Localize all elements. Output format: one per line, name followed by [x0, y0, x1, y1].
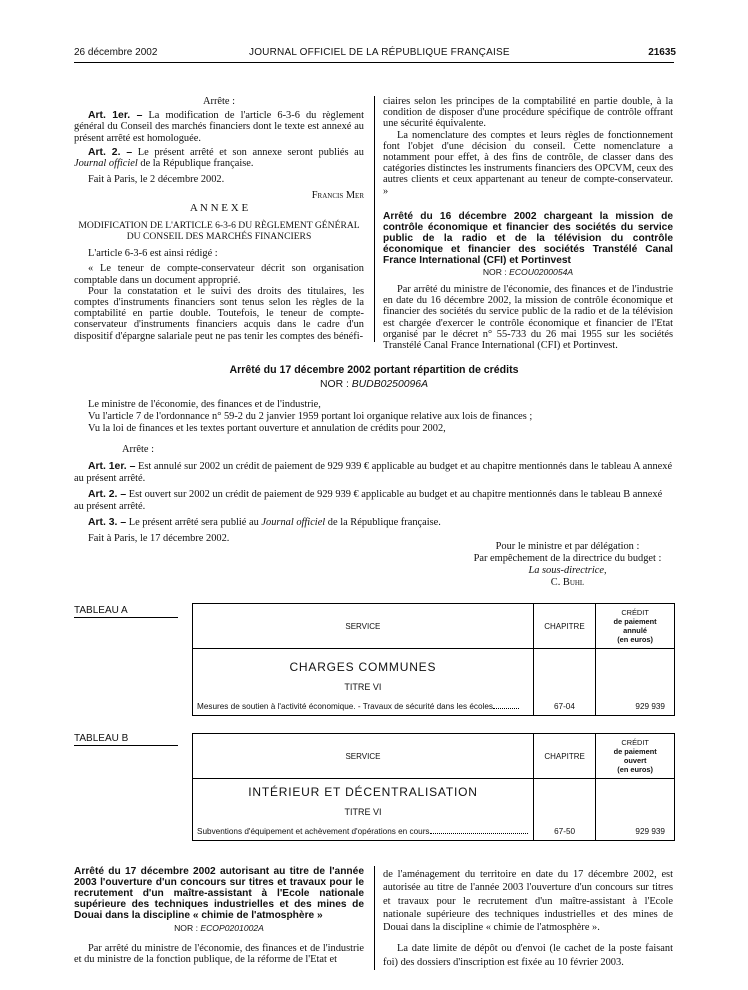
nor-reference: NOR : ECOP0201002A: [174, 923, 264, 933]
annexe-paragraph-1: « Le teneur de compte-conservateur décrit son organisation comptable dans un document approprié.: [74, 263, 364, 286]
annexe-continuation-2: La nomenclature des comptes et leurs règles de fonctionnement font l'objet d'une décision du conseil. Cette nomenclature a notamment pour effet, à des fins de contrôle, de classer dans des catégories distinctes les instruments financiers des OPCVM, ceux des autres clients et ceux appartenant au teneur de compte-conservateur. »: [383, 129, 674, 197]
header-page-number: 21635: [648, 47, 676, 58]
annexe-heading: A N N E X E: [189, 201, 249, 214]
column-separator-top: [374, 96, 375, 342]
arrete-concours-title: Arrêté du 17 décembre 2002 autorisant au titre de l'année 2003 l'ouverture d'un concours sur titres et travaux pour le recrutement d'un maître-assistant à l'Ecole nationale supérieure des techniques industrielles et des mines de Douai dans la discipline « chimie de l'atmosphère »: [74, 866, 364, 921]
fait-a-paris: Fait à Paris, le 2 décembre 2002.: [88, 174, 225, 186]
bottom-left-column: [74, 866, 364, 966]
signature-line-1: Pour le ministre et par délégation :: [495, 541, 640, 552]
column-header-chapitre: CHAPITRE: [533, 734, 595, 779]
tableau-b: [192, 733, 675, 841]
arrete-concours-body: Par arrêté du ministre de l'économie, des finances et de l'industrie et du ministre de la fonction publique, de la réforme de l'Etat et: [74, 943, 364, 966]
row-label: Mesures de soutien à l'activité économique. - Travaux de sécurité dans les écoles: [193, 700, 533, 715]
column-header-service: SERVICE: [193, 734, 534, 779]
article-2: Art. 2. – Est ouvert sur 2002 un crédit de paiement de 929 939 € applicable au budget et au chapitre mentionnés dans le tableau B annexé au présent arrêté.: [74, 489, 663, 512]
header-rule: [74, 62, 674, 63]
visa-loi-finances: Vu la loi de finances et les textes portant ouverture et annulation de crédits pour 2002,: [88, 423, 446, 434]
service-cell: [193, 779, 534, 841]
header-date: 26 décembre 2002: [74, 47, 158, 58]
header-journal-title: JOURNAL OFFICIEL DE LA RÉPUBLIQUE FRANÇAISE: [249, 47, 510, 58]
signature-line-4: C. Buhl: [550, 577, 585, 588]
annexe-paragraph-2: Pour la constatation et le suivi des droits des titulaires, les comptes d'instruments financiers sont tenus selon les règles de la comptabilité en partie double. Toutefois, le teneur de compte-conservateur d'instruments financiers acquis dans le cadre d'un dispositif d'épargne salariale peut ne pas tenir les comptes des bénéfi-: [74, 285, 364, 342]
arrete-heading: Arrête :: [122, 444, 155, 455]
tableau-a: [192, 603, 675, 716]
chapitre-cell: 67-04: [533, 649, 595, 716]
table-row: [193, 649, 675, 716]
annexe-title: MODIFICATION DE L'ARTICLE 6-3-6 DU RÈGLEMENT GÉNÉRAL DU CONSEIL DES MARCHÉS FINANCIERS: [78, 219, 360, 243]
amount-cell: 929 939: [596, 649, 675, 716]
arrete-concours-date-limite: La date limite de dépôt ou d'envoi (le cachet de la poste faisant foi) des dossiers d'inscription est fixée au 10 février 2003.: [383, 943, 673, 968]
amount-cell: 929 939: [596, 779, 675, 841]
signature-block: [460, 541, 675, 589]
nor-reference: NOR : ECOU0200054A: [482, 266, 574, 277]
column-header-chapitre: CHAPITRE: [533, 604, 595, 649]
arrete-16-dec-body: Par arrêté du ministre de l'économie, des finances et de l'industrie en date du 16 décembre 2002, la mission de contrôle économique et financier des sociétés du service public de la radio et de la télévision est chargée d'exercer le contrôle économique et financier de l'Etat organisé par le décret n° 55-733 du 26 mai 1955 sur les sociétés Transtélé Canal France International (CFI) et Portinvest.: [383, 284, 673, 352]
visa-ordonnance: Vu l'article 7 de l'ordonnance n° 59-2 du 2 janvier 1959 portant loi organique relative aux lois de finances ;: [88, 411, 533, 422]
arrete-heading: Arrête :: [202, 96, 236, 107]
article-3: Art. 3. – Le présent arrêté sera publié au Journal officiel de la République française.: [88, 517, 441, 528]
tableau-b-label: TABLEAU B: [74, 733, 178, 746]
section-title: CHARGES COMMUNES: [289, 660, 437, 674]
signature: Francis Mer: [311, 190, 364, 202]
tableau-a-label: TABLEAU A: [74, 605, 178, 618]
arrete-17-dec-title: Arrêté du 17 décembre 2002 portant répartition de crédits: [229, 364, 519, 376]
column-separator-bottom: [374, 866, 375, 970]
table-row: [193, 779, 675, 841]
article-redige: L'article 6-3-6 est ainsi rédigé :: [88, 248, 218, 260]
top-left-column: [74, 96, 364, 342]
signature-line-3: La sous-directrice,: [528, 565, 607, 576]
arrete-concours-continuation: de l'aménagement du territoire en date du 17 décembre 2002, est autorisée au titre de l'année 2003 l'ouverture d'un concours sur titres et travaux pour le recrutement d'un maître-assistant à l'Ecole nationale supérieure des techniques industrielles et des mines de Douai dans la discipline « chimie de l'atmosphère ».: [383, 869, 673, 934]
arrete-16-dec-title: Arrêté du 16 décembre 2002 chargeant la mission de contrôle économique et financier des sociétés du service public de la radio et de la télévision du contrôle économique et financier des sociétés Transtélé Canal France International (CFI) et Portinvest: [383, 210, 673, 266]
bottom-right-column: [383, 868, 673, 969]
annexe-continuation-1: ciaires selon les principes de la comptabilité en partie double, à la condition de disposer d'une procédure spécifique de contrôle offrant une sécurité équivalente.: [383, 96, 673, 130]
article-1: Art. 1er. – La modification de l'article 6-3-6 du règlement général du Conseil des marchés financiers dont le texte est annexé au présent arrêté est homologuée.: [74, 110, 364, 144]
chapitre-cell: 67-50: [533, 779, 595, 841]
section-title: INTÉRIEUR ET DÉCENTRALISATION: [248, 785, 478, 799]
titre-label: TITRE VI: [344, 682, 382, 692]
article-2: Art. 2. – Le présent arrêté et son annexe seront publiés au Journal officiel de la République française.: [74, 146, 364, 170]
visa-ministre: Le ministre de l'économie, des finances et de l'industrie,: [88, 399, 321, 410]
service-cell: [193, 649, 534, 716]
column-header-service: SERVICE: [193, 604, 534, 649]
nor-reference: NOR : BUDB0250096A: [319, 379, 429, 390]
top-right-column: [383, 96, 673, 351]
row-label: Subventions d'équipement et achèvement d'opérations en cours: [193, 825, 533, 840]
column-header-credit: CRÉDIT de paiement ouvert (en euros): [596, 734, 675, 779]
titre-label: TITRE VI: [344, 807, 382, 817]
signature-line-2: Par empêchement de la directrice du budget :: [473, 553, 662, 564]
column-header-credit: CRÉDIT de paiement annulé (en euros): [596, 604, 675, 649]
fait-a-paris: Fait à Paris, le 17 décembre 2002.: [88, 533, 230, 544]
article-1: Art. 1er. – Est annulé sur 2002 un crédit de paiement de 929 939 € applicable au budget et au chapitre mentionnés dans le tableau A annexé au présent arrêté.: [74, 461, 673, 484]
arrete-17-dec-body: [74, 399, 674, 545]
